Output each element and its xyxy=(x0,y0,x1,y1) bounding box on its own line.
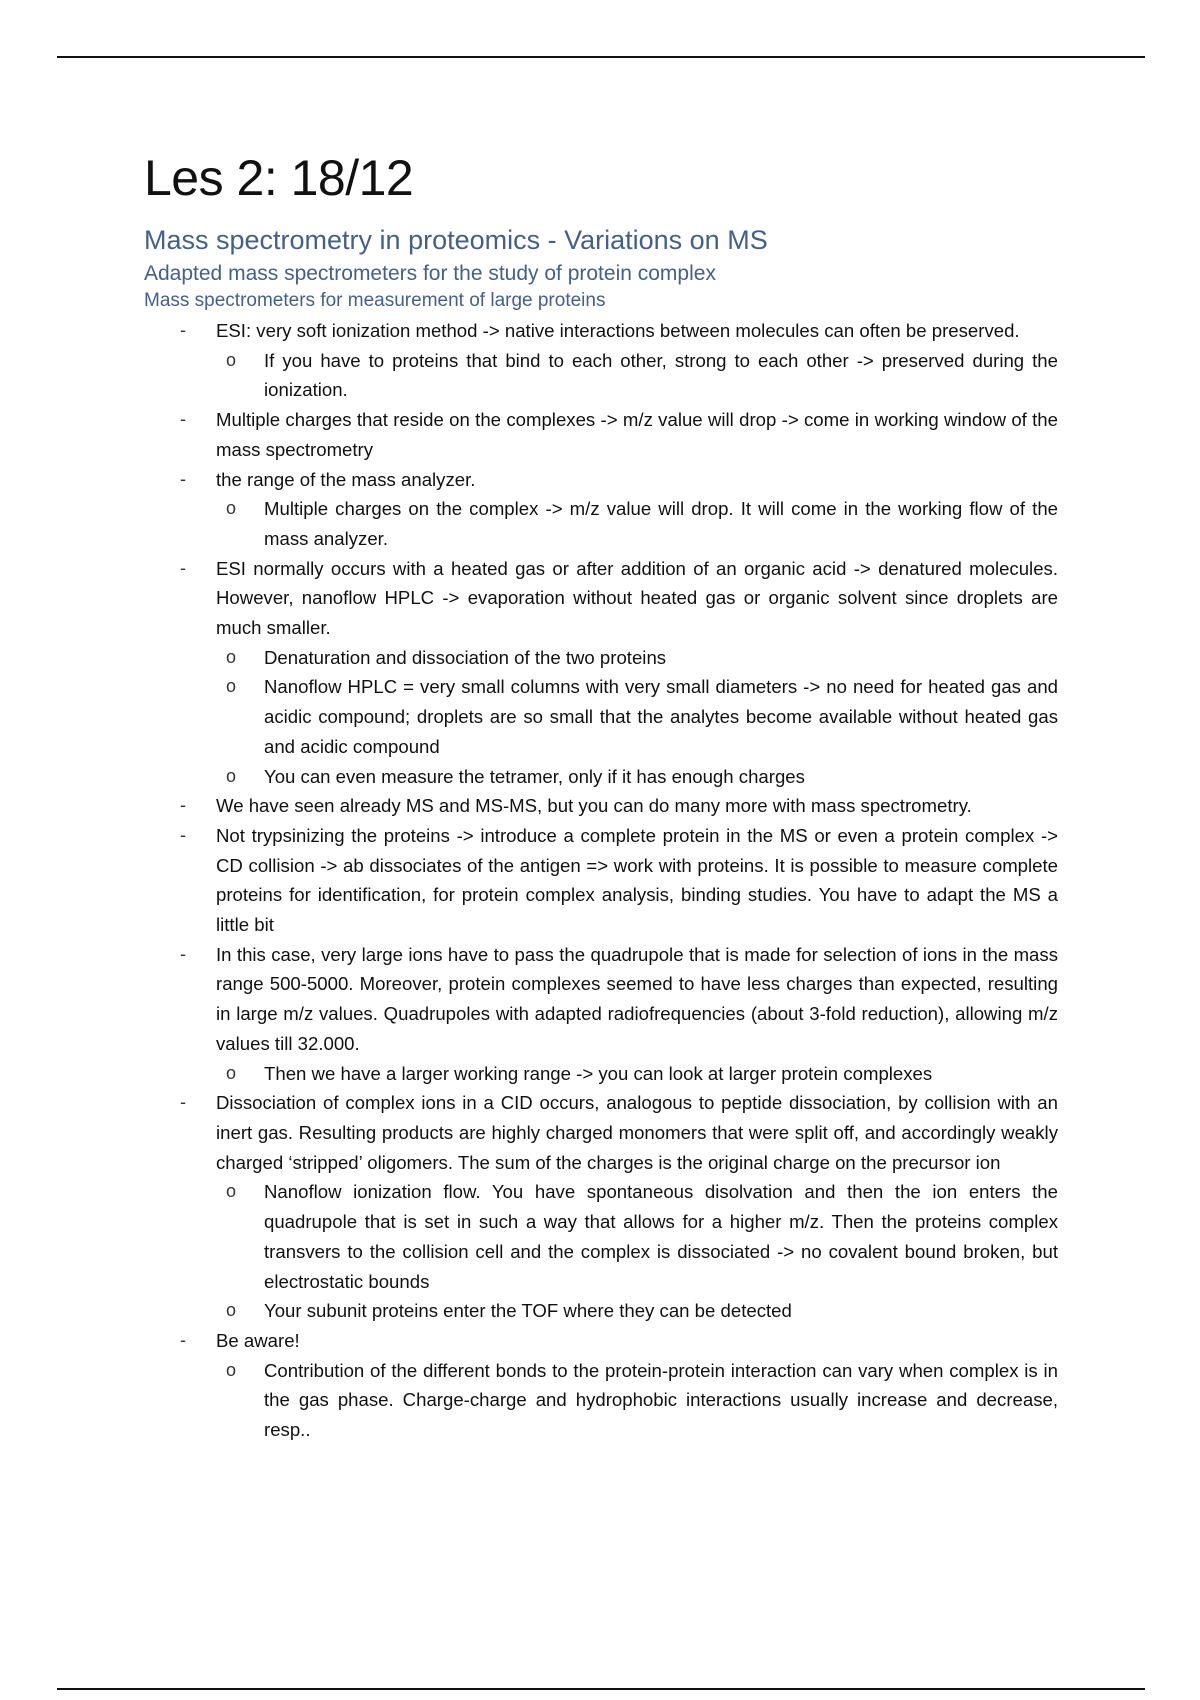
page-title: Les 2: 18/12 xyxy=(144,150,414,206)
heading-3: Mass spectrometers for measurement of large proteins xyxy=(144,290,606,311)
circle-bullet-icon: o xyxy=(226,349,237,370)
list-item xyxy=(144,821,1058,940)
sub-list xyxy=(216,346,1058,405)
list-item-text: Dissociation of complex ions in a CID occurs, analogous to peptide dissociation, by collision with an inert gas. Resulting products are highly charged monomers that were split off, and accordingly weakly charged ‘stripped’ oligomers. The sum of the charges is the original charge on the precursor ion xyxy=(216,1092,1058,1173)
sub-list-item xyxy=(216,494,1058,553)
circle-bullet-icon: o xyxy=(226,1300,237,1321)
sub-list-item-text: Multiple charges on the complex -> m/z value will drop. It will come in the working flow of the mass analyzer. xyxy=(264,498,1058,549)
sub-list-item xyxy=(216,346,1058,405)
list-item xyxy=(144,940,1058,1089)
sub-list-item-text: Your subunit proteins enter the TOF where they can be detected xyxy=(264,1300,792,1322)
sub-list-item-text: Nanoflow HPLC = very small columns with very small diameters -> no need for heated gas and acidic compound; droplets are so small that the analytes become available without heated gas and acidic compound xyxy=(264,676,1058,757)
circle-bullet-icon: o xyxy=(226,1181,237,1202)
sub-list-item-text: If you have to proteins that bind to each other, strong to each other -> preserved during the ionization. xyxy=(264,349,1058,401)
dash-bullet-icon: - xyxy=(180,557,186,578)
sub-list-item xyxy=(216,672,1058,761)
bullet-list xyxy=(144,316,1058,1445)
dash-bullet-icon: - xyxy=(180,824,186,845)
sub-list-item xyxy=(216,762,1058,792)
sub-list-item xyxy=(216,643,1058,673)
dash-bullet-icon: - xyxy=(180,1329,186,1350)
sub-list-item xyxy=(216,1296,1058,1326)
sub-list-item-text: Contribution of the different bonds to the protein-protein interaction can vary when complex is in the gas phase. Charge-charge and hydrophobic interactions usually increase and decrease, resp.. xyxy=(264,1359,1058,1441)
heading-2: Adapted mass spectrometers for the study of protein complex xyxy=(144,262,716,285)
list-item-text: Not trypsinizing the proteins -> introduce a complete protein in the MS or even a protein complex -> CD collision -> ab dissociates of the antigen => work with proteins. It is possible to measure complete proteins for identification, for protein complex analysis, binding studies. You have to adapt the MS a little bit xyxy=(216,824,1058,936)
bottom-rule xyxy=(57,1688,1145,1690)
sub-list-item-text: You can even measure the tetramer, only if it has enough charges xyxy=(264,765,805,787)
dash-bullet-icon: - xyxy=(180,943,186,964)
document-body xyxy=(144,150,1058,1445)
circle-bullet-icon: o xyxy=(226,1359,237,1380)
list-item xyxy=(144,1088,1058,1326)
sub-list xyxy=(216,1059,1058,1089)
sub-list xyxy=(216,643,1058,792)
list-item xyxy=(144,465,1058,554)
heading-1: Mass spectrometry in proteomics - Variations on MS xyxy=(144,225,768,255)
sub-list-item-text: Nanoflow ionization flow. You have spontaneous disolvation and then the ion enters the quadrupole that is set in such a way that allows for a higher m/z. Then the proteins complex transvers to the collision cell and the complex is dissociated -> no covalent bound broken, but electrostatic bounds xyxy=(264,1181,1058,1292)
sub-list xyxy=(216,1356,1058,1445)
sub-list-item xyxy=(216,1356,1058,1445)
circle-bullet-icon: o xyxy=(226,646,237,667)
sub-list-item-text: Denaturation and dissociation of the two proteins xyxy=(264,646,667,668)
list-item-text: ESI normally occurs with a heated gas or after addition of an organic acid -> denatured molecules. However, nanoflow HPLC -> evaporation without heated gas or organic solvent since droplets are much smaller. xyxy=(216,557,1058,639)
list-item xyxy=(144,405,1058,464)
sub-list-item xyxy=(216,1059,1058,1089)
list-item xyxy=(144,1326,1058,1445)
list-item-text: In this case, very large ions have to pass the quadrupole that is made for selection of ions in the mass range 500-5000. Moreover, protein complexes seemed to have less charges than expected, resulting in large m/z values. Quadrupoles with adapted radiofrequencies (about 3-fold reduction), allowing m/z values till 32.000. xyxy=(216,943,1058,1054)
sub-list xyxy=(216,1177,1058,1326)
circle-bullet-icon: o xyxy=(226,498,237,519)
circle-bullet-icon: o xyxy=(226,1062,237,1083)
sub-list-item xyxy=(216,1177,1058,1296)
dash-bullet-icon: - xyxy=(180,795,186,816)
list-item xyxy=(144,791,1058,821)
list-item xyxy=(144,316,1058,405)
dash-bullet-icon: - xyxy=(180,468,186,489)
dash-bullet-icon: - xyxy=(180,320,186,340)
list-item-text: the range of the mass analyzer. xyxy=(216,468,476,490)
list-item-text: We have seen already MS and MS-MS, but you can do many more with mass spectrometry. xyxy=(216,795,972,817)
list-item xyxy=(144,554,1058,792)
dash-bullet-icon: - xyxy=(180,409,186,430)
list-item-text: Be aware! xyxy=(216,1329,300,1351)
circle-bullet-icon: o xyxy=(226,765,237,786)
list-item-text: Multiple charges that reside on the complexes -> m/z value will drop -> come in working window of the mass spectrometry xyxy=(216,409,1058,460)
circle-bullet-icon: o xyxy=(226,676,237,697)
sub-list-item-text: Then we have a larger working range -> you can look at larger protein complexes xyxy=(264,1062,933,1084)
sub-list xyxy=(216,494,1058,553)
list-item-text: ESI: very soft ionization method -> native interactions between molecules can often be preserved. xyxy=(216,320,1020,341)
top-rule xyxy=(57,56,1145,58)
dash-bullet-icon: - xyxy=(180,1092,186,1113)
